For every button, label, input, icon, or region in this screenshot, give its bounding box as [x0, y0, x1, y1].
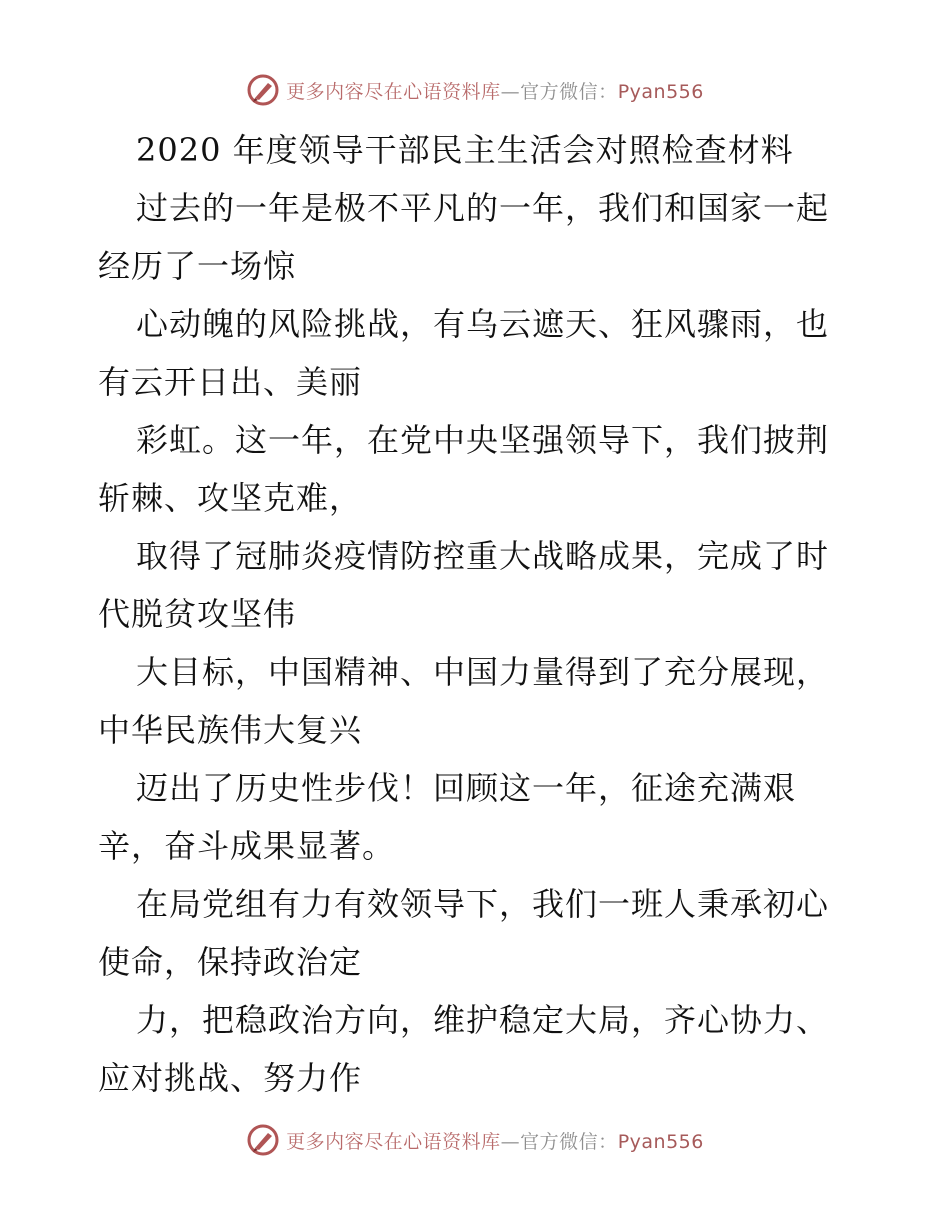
watermark-title: 更多内容尽在心语资料库	[286, 80, 501, 103]
paragraph-line: 代脱贫攻坚伟	[98, 595, 297, 633]
watermark-official-label: 官方微信：	[520, 1130, 618, 1153]
pen-circle-icon	[246, 1123, 280, 1157]
watermark-title: 更多内容尽在心语资料库	[286, 1130, 501, 1153]
watermark-dash: —	[500, 1130, 521, 1153]
paragraph-line: 心动魄的风险挑战，有乌云遮天、狂风骤雨，也	[136, 305, 830, 343]
paragraph-line: 中华民族伟大复兴	[98, 711, 363, 749]
watermark-dash: —	[500, 80, 521, 103]
paragraph-line: 经历了一场惊	[98, 247, 297, 285]
paragraph-line: 取得了冠肺炎疫情防控重大战略成果，完成了时	[136, 537, 830, 575]
paragraph-line: 迈出了历史性步伐！回顾这一年，征途充满艰	[136, 769, 797, 807]
pen-circle-icon	[246, 73, 280, 107]
watermark-wechat-id: Pyan556	[617, 1130, 704, 1153]
watermark-official-label: 官方微信：	[520, 80, 618, 103]
header-watermark	[0, 70, 950, 110]
paragraph-line: 在局党组有力有效领导下，我们一班人秉承初心	[136, 885, 830, 923]
paragraph-line: 力，把稳政治方向，维护稳定大局，齐心协力、	[136, 1001, 830, 1039]
watermark-text	[286, 77, 704, 104]
paragraph-line: 大目标，中国精神、中国力量得到了充分展现，	[136, 653, 830, 691]
watermark-wechat-id: Pyan556	[617, 80, 704, 103]
paragraph-line: 辛，奋斗成果显著。	[98, 827, 396, 865]
footer-watermark	[0, 1120, 950, 1160]
paragraph-line: 彩虹。这一年，在党中央坚强领导下，我们披荆	[136, 421, 830, 459]
paragraph-line: 应对挑战、努力作	[98, 1059, 363, 1097]
document-title: 2020 年度领导干部民主生活会对照检查材料	[136, 131, 794, 169]
paragraph-line: 使命，保持政治定	[98, 943, 363, 981]
paragraph-line: 斩棘、攻坚克难，	[98, 479, 363, 517]
paragraph-line: 过去的一年是极不平凡的一年，我们和国家一起	[136, 189, 830, 227]
watermark-text	[286, 1127, 704, 1154]
paragraph-line: 有云开日出、美丽	[98, 363, 363, 401]
